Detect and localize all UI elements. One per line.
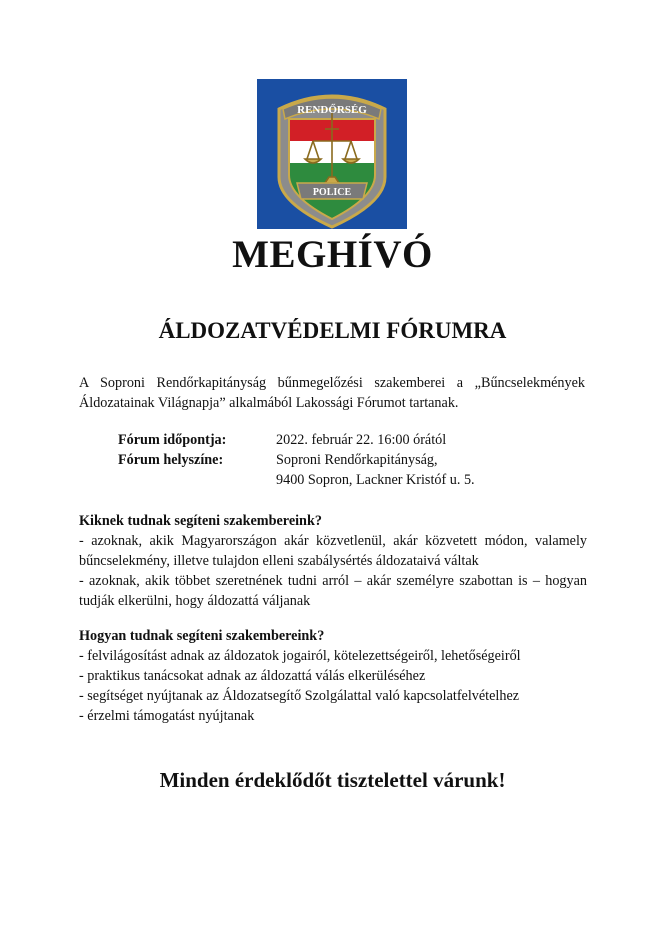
list-item: - azoknak, akik Magyarországon akár közvetlenül, akár közvetett módon, valamely bűncselekmény, illetve tulajdon elleni szabálysértés áldozataivá váltak	[79, 533, 587, 569]
date-value: 2022. február 22. 16:00 órától	[276, 432, 447, 448]
page-title: MEGHÍVÓ	[232, 233, 433, 276]
section-how-heading: Hogyan tudnak segíteni szakembereink?	[79, 628, 325, 644]
logo-bottom-text: POLICE	[312, 187, 352, 198]
page-subtitle: ÁLDOZATVÉDELMI FÓRUMRA	[158, 318, 507, 343]
section-how	[79, 626, 587, 726]
place-row	[118, 450, 588, 490]
closing-text: Minden érdeklődőt tisztelettel várunk!	[159, 768, 506, 792]
section-who	[79, 511, 587, 611]
list-item: - praktikus tanácsokat adnak az áldozattá válás elkerüléséhez	[79, 668, 426, 684]
place-line-1: Soproni Rendőrkapitányság,	[276, 452, 438, 468]
place-label: Fórum helyszíne:	[118, 452, 224, 468]
event-details	[118, 430, 588, 490]
list-item: - felvilágosítást adnak az áldozatok jogairól, kötelezettségeiről, lehetőségeiről	[79, 648, 521, 664]
list-item: - érzelmi támogatást nyújtanak	[79, 708, 255, 724]
date-row	[118, 430, 588, 450]
police-logo	[257, 79, 407, 229]
place-value	[276, 450, 588, 490]
list-item: - azoknak, akik többet szeretnének tudni arról – akár személyre szabottan is – hogyan tudják elkerülni, hogy áldozattá váljanak	[79, 573, 587, 609]
police-badge-icon	[257, 79, 407, 229]
intro-paragraph	[79, 373, 585, 413]
list-item: - segítséget nyújtanak az Áldozatsegítő Szolgálattal való kapcsolatfelvételhez	[79, 688, 520, 704]
date-label: Fórum időpontja:	[118, 432, 227, 448]
section-how-list	[79, 646, 587, 726]
section-who-list	[79, 531, 587, 611]
section-who-heading: Kiknek tudnak segíteni szakembereink?	[79, 513, 322, 529]
logo-top-text: RENDŐRSÉG	[297, 104, 367, 116]
place-line-2: 9400 Sopron, Lackner Kristóf u. 5.	[276, 472, 475, 488]
intro-text: A Soproni Rendőrkapitányság bűnmegelőzési szakemberei a „Bűncselekmények Áldozatainak Világnapja” alkalmából Lakossági Fórumot tartanak.	[79, 375, 585, 411]
